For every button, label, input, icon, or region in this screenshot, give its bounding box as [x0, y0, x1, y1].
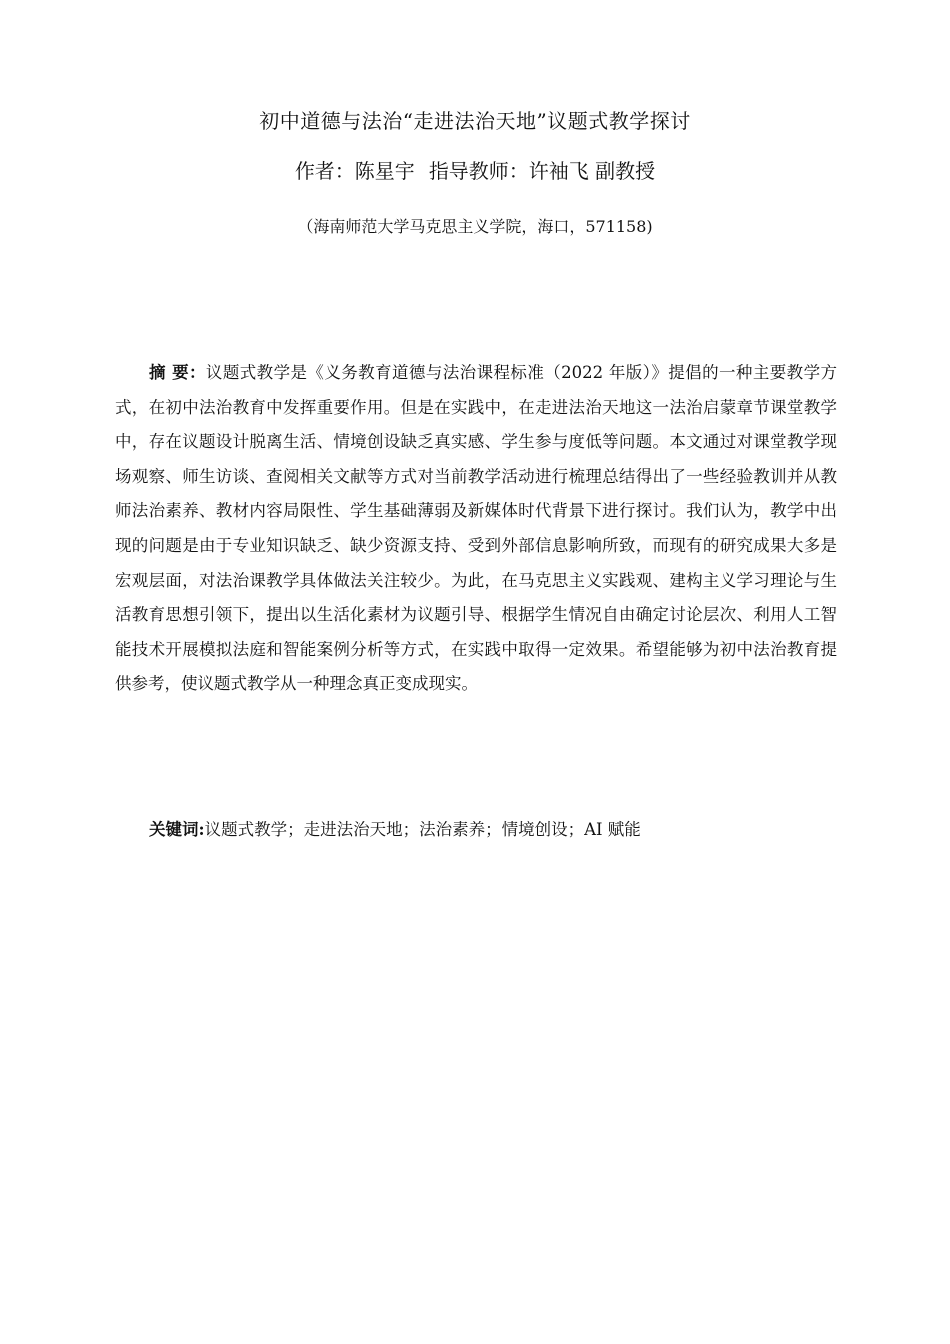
abstract-text: 议题式教学是《义务教育道德与法治课程标准（2022 年版）》提倡的一种主要教学方式，在初中法治教育中发挥重要作用。但是在实践中，在走进法治天地这一法治启蒙章节课堂教学中，存在议题设计脱离生活、情境创设缺乏真实感、学生参与度低等问题。本文通过对课堂教学现场观察、师生访谈、查阅相关文献等方式对当前教学活动进行梳理总结得出了一些经验教训并从教师法治素养、教材内容局限性、学生基础薄弱及新媒体时代背景下进行探讨。我们认为，教学中出现的问题是由于专业知识缺乏、缺少资源支持、受到外部信息影响所致，而现有的研究成果大多是宏观层面，对法治课教学具体做法关注较少。为此，在马克思主义实践观、建构主义学习理论与生活教育思想引领下，提出以生活化素材为议题引导、根据学生情况自由确定讨论层次、利用人工智能技术开展模拟法庭和智能案例分析等方式，在实践中取得一定效果。希望能够为初中法治教育提供参考，使议题式教学从一种理念真正变成现实。	[115, 363, 837, 694]
affiliation: （海南师范大学马克思主义学院，海口，571158)	[297, 217, 653, 236]
paper-title: 初中道德与法治“走进法治天地”议题式教学探讨	[259, 109, 691, 133]
author-name: 作者：陈星宇	[294, 159, 415, 183]
keywords-line	[149, 816, 839, 844]
keywords-label: 关键词:	[149, 820, 205, 839]
advisor-name: 指导教师：许袖飞 副教授	[428, 159, 656, 183]
abstract-paragraph	[115, 356, 837, 702]
keywords-text: 议题式教学；走进法治天地；法治素养；情境创设；AI 赋能	[204, 820, 641, 839]
author-line	[0, 155, 950, 184]
abstract-label: 摘 要：	[149, 363, 206, 382]
